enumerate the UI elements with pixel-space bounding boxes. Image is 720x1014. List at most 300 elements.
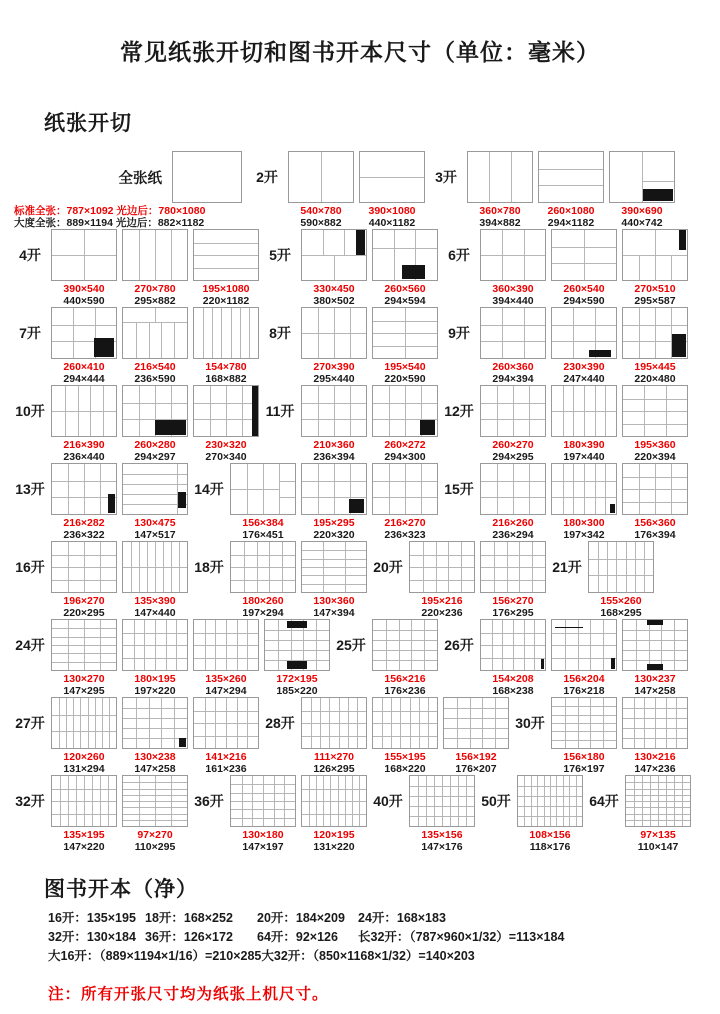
kai-count-label: 18开 — [194, 559, 224, 575]
paper-slot — [193, 307, 259, 385]
size-untrimmed: 220×590 — [384, 373, 426, 385]
cut-line — [639, 308, 640, 358]
size-untrimmed: 220×295 — [63, 607, 105, 619]
cut-line — [231, 809, 295, 810]
cut-line — [411, 620, 412, 670]
size-untrimmed: 220×1182 — [202, 295, 250, 307]
cut-line — [109, 698, 110, 748]
book-size-entry: 64开：92×126 — [257, 930, 338, 944]
size-untrimmed: 126×295 — [313, 763, 355, 775]
waste-area — [541, 659, 545, 669]
book-size-entry: 20开：184×209 — [257, 911, 345, 925]
size-untrimmed: 147×517 — [134, 529, 176, 541]
cut-line — [511, 152, 512, 202]
size-trimmed: 270×780 — [134, 283, 176, 295]
cut-line — [529, 386, 530, 436]
cut-line — [444, 728, 508, 729]
cut-line — [373, 333, 437, 334]
size-untrimmed: 197×440 — [563, 451, 605, 463]
cut-line — [73, 698, 74, 748]
cut-line — [424, 620, 425, 670]
cut-line — [661, 620, 662, 670]
size-untrimmed: 147×220 — [63, 841, 105, 853]
paper-slot — [622, 307, 688, 385]
size-trimmed: 180×390 — [563, 439, 605, 451]
size-untrimmed: 131×220 — [313, 841, 355, 853]
paper-diagram — [122, 307, 188, 359]
cut-line — [231, 580, 295, 581]
paper-slot — [288, 151, 354, 229]
cut-line — [231, 818, 295, 819]
waste-area — [349, 499, 364, 513]
paper-slot — [51, 697, 117, 775]
cut-line — [410, 555, 474, 556]
cut-line — [481, 645, 545, 646]
size-untrimmed: 176×295 — [492, 607, 534, 619]
kai-count-label: 3开 — [435, 169, 457, 185]
size-untrimmed: 147×294 — [205, 685, 247, 697]
cut-line — [642, 181, 674, 182]
paper-diagram — [122, 229, 188, 281]
cut-line — [136, 322, 137, 358]
kai-count-label: 64开 — [589, 793, 619, 809]
paper-row — [14, 463, 720, 541]
paper-slot — [551, 385, 617, 463]
cut-line — [497, 386, 498, 436]
paper-diagram — [622, 385, 688, 437]
cut-line — [302, 567, 366, 568]
cut-line — [265, 630, 329, 631]
waste-area — [643, 189, 672, 201]
paper-diagram — [517, 775, 583, 827]
kai-count-label: 40开 — [373, 793, 403, 809]
cut-line — [149, 322, 150, 358]
cut-line — [573, 308, 574, 358]
size-untrimmed: 197×342 — [563, 529, 605, 541]
cut-line — [481, 419, 545, 420]
paper-slot — [193, 385, 259, 463]
cut-line — [524, 776, 525, 826]
size-trimmed: 390×1080 — [368, 205, 416, 217]
cut-line — [481, 481, 545, 482]
cut-line — [52, 497, 116, 498]
full-sheet-standard-size: 标准全张：787×1092 光边后：780×1080 — [14, 205, 206, 217]
paper-slot — [480, 307, 546, 385]
cut-line — [450, 776, 451, 826]
cut-line — [373, 736, 437, 737]
size-trimmed: 141×216 — [205, 751, 247, 763]
paper-diagram — [372, 463, 438, 515]
size-untrimmed: 440×590 — [63, 295, 105, 307]
cut-line — [623, 399, 687, 400]
kai-count-label: 36开 — [194, 793, 224, 809]
paper-diagram — [230, 463, 296, 515]
paper-diagram — [551, 619, 617, 671]
size-trimmed: 135×156 — [421, 829, 463, 841]
cut-line — [623, 489, 687, 490]
cut-line — [212, 308, 213, 358]
cut-line — [552, 658, 616, 659]
cut-line — [302, 711, 366, 712]
cut-line — [302, 584, 366, 585]
cut-line — [552, 263, 616, 264]
full-sheet-label: 全张纸 — [118, 170, 162, 187]
size-untrimmed: 147×258 — [134, 763, 176, 775]
size-trimmed: 130×216 — [634, 751, 676, 763]
paper-slot — [51, 229, 117, 307]
paper-diagram — [372, 307, 438, 359]
waste-area — [420, 420, 435, 435]
cut-line — [552, 706, 616, 707]
size-untrimmed: 176×207 — [455, 763, 497, 775]
cut-line — [623, 728, 687, 729]
paper-slot — [622, 385, 688, 463]
cut-line — [123, 814, 187, 815]
cut-line — [194, 633, 258, 634]
cut-line — [323, 230, 324, 255]
paper-diagram — [622, 697, 688, 749]
paper-diagram — [622, 463, 688, 515]
waste-area — [252, 386, 258, 436]
cut-line — [529, 464, 530, 514]
paper-slot — [625, 775, 691, 853]
cut-line — [123, 322, 187, 323]
paper-diagram — [122, 697, 188, 749]
size-untrimmed: 236×440 — [63, 451, 105, 463]
cut-line — [576, 776, 577, 826]
kai-count-label: 2开 — [256, 169, 278, 185]
cut-line — [226, 386, 227, 436]
paper-diagram — [372, 697, 438, 749]
kai-count-label: 27开 — [15, 715, 45, 731]
paper-slot — [51, 307, 117, 385]
paper-row — [14, 775, 720, 853]
paper-slot — [359, 151, 425, 229]
size-untrimmed: 236×322 — [63, 529, 105, 541]
paper-slot — [588, 541, 654, 619]
size-untrimmed: 220×320 — [313, 529, 355, 541]
paper-diagram — [372, 385, 438, 437]
cut-line — [321, 152, 322, 202]
paper-row — [14, 385, 720, 463]
paper-row — [14, 619, 720, 697]
size-untrimmed: 236×590 — [134, 373, 176, 385]
size-trimmed: 195×445 — [634, 361, 676, 373]
cut-line — [59, 698, 60, 748]
cut-line — [539, 185, 603, 186]
size-trimmed: 195×216 — [421, 595, 463, 607]
size-trimmed: 156×384 — [242, 517, 284, 529]
size-trimmed: 260×410 — [63, 361, 105, 373]
cut-line — [316, 620, 317, 670]
paper-diagram — [193, 385, 259, 437]
size-untrimmed: 147×236 — [634, 763, 676, 775]
cut-line — [655, 698, 656, 748]
size-untrimmed: 294×300 — [384, 451, 426, 463]
paper-slot — [372, 463, 438, 541]
cut-line — [302, 419, 366, 420]
paper-slot — [122, 697, 188, 775]
paper-slot — [122, 619, 188, 697]
cut-line — [278, 620, 279, 670]
paper-slot — [480, 463, 546, 541]
size-untrimmed: 176×218 — [563, 685, 605, 697]
size-trimmed: 216×260 — [492, 517, 534, 529]
cut-line — [302, 801, 366, 802]
size-trimmed: 180×195 — [134, 673, 176, 685]
size-trimmed: 260×560 — [384, 283, 426, 295]
cut-line — [123, 708, 187, 709]
size-trimmed: 216×390 — [63, 439, 105, 451]
cut-line — [334, 464, 335, 514]
cut-line — [635, 542, 636, 592]
cut-line — [350, 386, 351, 436]
cut-line — [623, 630, 687, 631]
cut-line — [458, 776, 459, 826]
paper-slot — [122, 463, 188, 541]
cut-line — [410, 567, 474, 568]
cut-line — [52, 567, 116, 568]
cut-line — [623, 325, 687, 326]
full-sheet-large-size: 大度全张：889×1194 光边后：882×1182 — [14, 217, 205, 229]
cut-line — [626, 814, 690, 815]
size-untrimmed: 294×295 — [492, 451, 534, 463]
cut-line — [569, 776, 570, 826]
cut-line — [444, 718, 508, 719]
cut-line — [386, 620, 387, 670]
cut-line — [302, 333, 366, 334]
size-untrimmed: 295×440 — [313, 373, 355, 385]
cut-line — [405, 464, 406, 514]
kai-count-label: 16开 — [15, 559, 45, 575]
paper-diagram — [480, 385, 546, 437]
cut-line — [161, 698, 162, 748]
cut-line — [584, 230, 585, 280]
paper-slot — [301, 541, 367, 619]
paper-slot — [480, 541, 546, 619]
book-size-entry: 大32开：（850×1168×1/32）=140×203 — [261, 949, 475, 963]
size-trimmed: 156×216 — [384, 673, 426, 685]
cut-line — [634, 698, 635, 748]
size-untrimmed: 185×220 — [276, 685, 318, 697]
size-trimmed: 156×204 — [563, 673, 605, 685]
size-trimmed: 135×390 — [134, 595, 176, 607]
size-untrimmed: 110×295 — [134, 841, 176, 853]
cut-line — [174, 322, 175, 358]
size-trimmed: 154×780 — [205, 361, 247, 373]
cut-line — [66, 698, 67, 748]
size-trimmed: 130×238 — [134, 751, 176, 763]
size-trimmed: 540×780 — [300, 205, 342, 217]
cut-line — [123, 801, 187, 802]
cut-line — [481, 341, 545, 342]
kai-count-label: 5开 — [269, 247, 291, 263]
paper-diagram — [122, 463, 188, 515]
paper-slot — [480, 619, 546, 697]
size-untrimmed: 236×323 — [384, 529, 426, 541]
paper-slot — [372, 229, 438, 307]
paper-diagram — [122, 775, 188, 827]
size-untrimmed: 295×882 — [134, 295, 176, 307]
kai-count-label: 8开 — [269, 325, 291, 341]
size-trimmed: 330×450 — [313, 283, 355, 295]
size-untrimmed: 440×742 — [621, 217, 663, 229]
size-trimmed: 260×280 — [134, 439, 176, 451]
kai-count-label: 4开 — [19, 247, 41, 263]
paper-slot — [517, 775, 583, 853]
paper-diagram — [301, 229, 367, 281]
cut-line — [194, 243, 258, 244]
waste-area — [356, 230, 364, 255]
cut-line — [589, 559, 653, 560]
size-trimmed: 120×195 — [313, 829, 355, 841]
book-size-line — [48, 947, 720, 966]
cut-line — [649, 620, 650, 670]
cut-line — [52, 255, 116, 256]
kai-count-label: 20开 — [373, 559, 403, 575]
cut-line — [279, 464, 280, 514]
size-untrimmed: 147×440 — [134, 607, 176, 619]
cut-line — [623, 708, 687, 709]
cut-line — [123, 795, 187, 796]
size-trimmed: 260×272 — [384, 439, 426, 451]
cut-line — [279, 481, 295, 482]
size-untrimmed: 270×340 — [205, 451, 247, 463]
cut-line — [531, 776, 532, 826]
kai-count-label: 15开 — [444, 481, 474, 497]
paper-slot — [51, 463, 117, 541]
paper-slot — [230, 541, 296, 619]
paper-diagram — [51, 775, 117, 827]
cut-line — [231, 784, 295, 785]
cut-line — [231, 567, 295, 568]
size-trimmed: 108×156 — [529, 829, 571, 841]
size-untrimmed: 440×1182 — [368, 217, 416, 229]
size-untrimmed: 176×197 — [563, 763, 605, 775]
size-untrimmed: 168×882 — [205, 373, 247, 385]
paper-diagram — [480, 463, 546, 515]
kai-count-label: 26开 — [444, 637, 474, 653]
paper-slot — [51, 619, 117, 697]
paper-slot — [480, 385, 546, 463]
size-trimmed: 195×1080 — [202, 283, 250, 295]
cut-line — [623, 650, 687, 651]
paper-diagram — [122, 619, 188, 671]
cut-line — [623, 411, 687, 412]
size-trimmed: 390×690 — [621, 205, 663, 217]
cut-line — [52, 814, 116, 815]
cut-line — [52, 325, 116, 326]
cut-line — [52, 715, 116, 716]
size-trimmed: 195×540 — [384, 361, 426, 373]
paper-diagram — [609, 151, 675, 203]
size-trimmed: 260×270 — [492, 439, 534, 451]
cut-line — [552, 731, 616, 732]
page-title: 常见纸张开切和图书开本尺寸（单位：毫米） — [120, 39, 600, 65]
section-book-formats-title: 图书开本（净） — [44, 878, 198, 901]
cut-line — [410, 580, 474, 581]
cut-line — [518, 806, 582, 807]
cut-line — [489, 152, 490, 202]
paper-row — [14, 307, 720, 385]
cut-line — [52, 645, 116, 646]
cut-line — [626, 782, 690, 783]
cut-line — [639, 255, 640, 280]
size-untrimmed: 294×297 — [134, 451, 176, 463]
size-trimmed: 210×360 — [313, 439, 355, 451]
size-untrimmed: 294×590 — [563, 295, 605, 307]
paper-slot — [301, 307, 367, 385]
paper-row — [14, 151, 720, 229]
size-untrimmed: 176×236 — [384, 685, 426, 697]
cut-line — [655, 230, 656, 255]
paper-diagram — [409, 541, 475, 593]
cut-line — [302, 575, 366, 576]
waste-area — [155, 420, 186, 435]
cut-line — [52, 653, 116, 654]
paper-diagram — [301, 697, 367, 749]
cut-line — [194, 723, 258, 724]
cut-line — [373, 711, 437, 712]
paper-diagram — [551, 229, 617, 281]
cut-line — [88, 698, 89, 748]
kai-count-label: 6开 — [448, 247, 470, 263]
paper-diagram — [230, 775, 296, 827]
cut-line — [318, 386, 319, 436]
cut-line — [302, 814, 366, 815]
paper-diagram — [51, 619, 117, 671]
cut-line — [373, 660, 437, 661]
cut-line — [497, 464, 498, 514]
paper-slot — [301, 463, 367, 541]
book-size-entry: 长32开：（787×960×1/32）=113×184 — [358, 930, 565, 944]
cut-line — [626, 801, 690, 802]
size-untrimmed: 295×587 — [634, 295, 676, 307]
paper-slot — [609, 151, 675, 229]
cut-line — [518, 786, 582, 787]
cut-line — [373, 403, 437, 404]
paper-slot — [122, 775, 188, 853]
waste-area — [610, 504, 616, 513]
cut-line — [161, 322, 162, 358]
kai-count-label: 50开 — [481, 793, 511, 809]
book-size-entry: 16开：135×195 — [48, 911, 136, 925]
cut-line — [231, 793, 295, 794]
cut-line — [373, 346, 437, 347]
size-untrimmed: 110×147 — [637, 841, 679, 853]
cut-line — [360, 177, 424, 178]
footnote: 注：所有开张尺寸均为纸张上机尺寸。 — [48, 986, 329, 1003]
cut-line — [52, 662, 116, 663]
cut-line — [607, 542, 608, 592]
cut-line — [552, 325, 616, 326]
book-size-entry: 24开：168×183 — [358, 911, 446, 925]
paper-slot — [551, 307, 617, 385]
paper-slot — [551, 463, 617, 541]
cut-line — [552, 341, 616, 342]
size-trimmed: 195×360 — [634, 439, 676, 451]
size-trimmed: 360×390 — [492, 283, 534, 295]
cut-line — [623, 640, 687, 641]
cut-line — [552, 645, 616, 646]
cut-line — [470, 698, 471, 748]
cut-line — [373, 481, 437, 482]
cut-line — [405, 386, 406, 436]
cut-line — [623, 424, 687, 425]
paper-slot — [372, 307, 438, 385]
paper-slot — [230, 775, 296, 853]
cut-line — [123, 658, 187, 659]
